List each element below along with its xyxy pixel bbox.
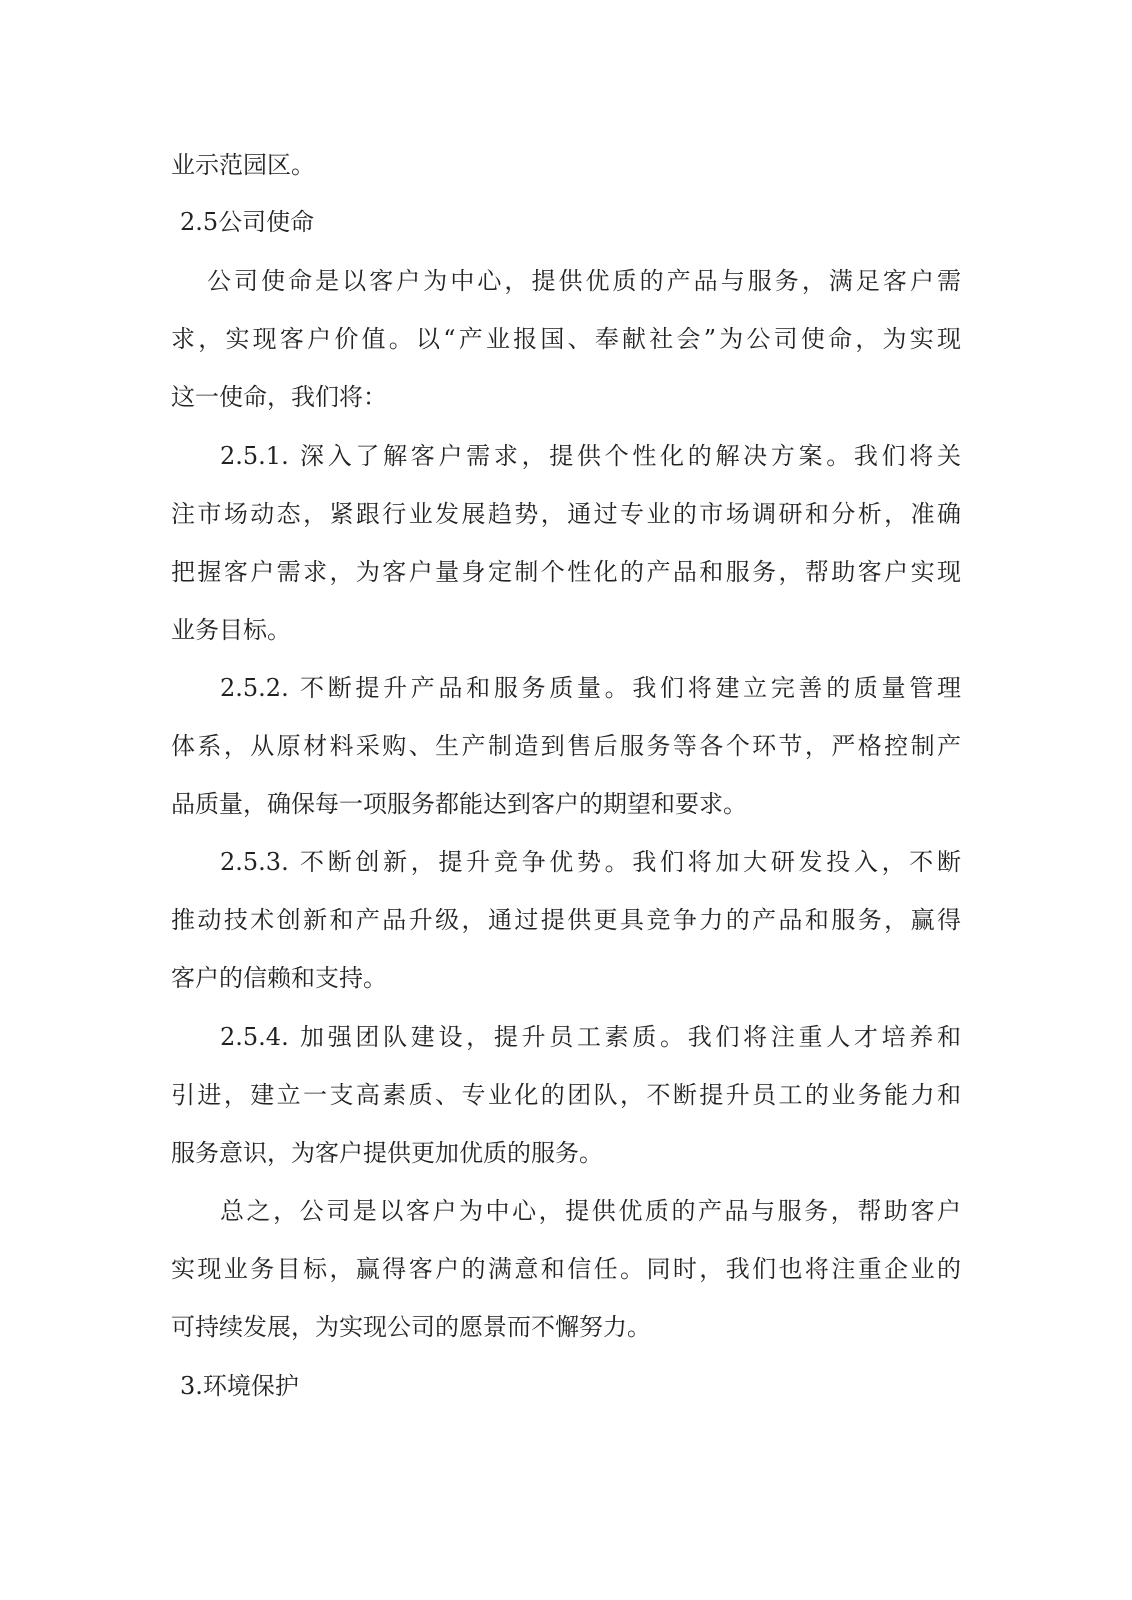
paragraph-line: 业务目标。 [171, 616, 291, 644]
list-item-2-5-1: 2.5.1. 深入了解客户需求，提供个性化的解决方案。我们将关 [220, 442, 961, 470]
paragraph-line: 体系，从原材料采购、生产制造到售后服务等各个环节，严格控制产 [171, 732, 961, 760]
paragraph-line: 服务意识，为客户提供更加优质的服务。 [171, 1139, 603, 1167]
paragraph-line: 公司使命是以客户为中心，提供优质的产品与服务，满足客户需 [207, 267, 961, 295]
paragraph-line: 把握客户需求，为客户量身定制个性化的产品和服务，帮助客户实现 [171, 558, 961, 586]
paragraph-line: 实现业务目标，赢得客户的满意和信任。同时，我们也将注重企业的 [171, 1255, 961, 1283]
list-item-2-5-4: 2.5.4. 加强团队建设，提升员工素质。我们将注重人才培养和 [220, 1023, 961, 1051]
paragraph-line: 品质量，确保每一项服务都能达到客户的期望和要求。 [171, 790, 747, 818]
paragraph-line: 推动技术创新和产品升级，通过提供更具竞争力的产品和服务，赢得 [171, 906, 961, 934]
section-heading-2-5: 2.5公司使命 [180, 208, 315, 236]
paragraph-line: 求，实现客户价值。以“产业报国、奉献社会”为公司使命，为实现 [171, 325, 961, 353]
list-item-2-5-2: 2.5.2. 不断提升产品和服务质量。我们将建立完善的质量管理 [220, 674, 961, 702]
paragraph-line: 可持续发展，为实现公司的愿景而不懈努力。 [171, 1313, 651, 1341]
text-line: 业示范园区。 [171, 151, 315, 179]
section-heading-3: 3.环境保护 [180, 1372, 299, 1400]
list-item-2-5-3: 2.5.3. 不断创新，提升竞争优势。我们将加大研发投入，不断 [220, 848, 961, 876]
paragraph-line: 这一使命，我们将： [171, 383, 387, 411]
paragraph-line: 引进，建立一支高素质、专业化的团队，不断提升员工的业务能力和 [171, 1081, 961, 1109]
paragraph-line: 总之，公司是以客户为中心，提供优质的产品与服务，帮助客户 [220, 1197, 961, 1225]
paragraph-line: 客户的信赖和支持。 [171, 964, 387, 992]
paragraph-line: 注市场动态，紧跟行业发展趋势，通过专业的市场调研和分析，准确 [171, 500, 961, 528]
